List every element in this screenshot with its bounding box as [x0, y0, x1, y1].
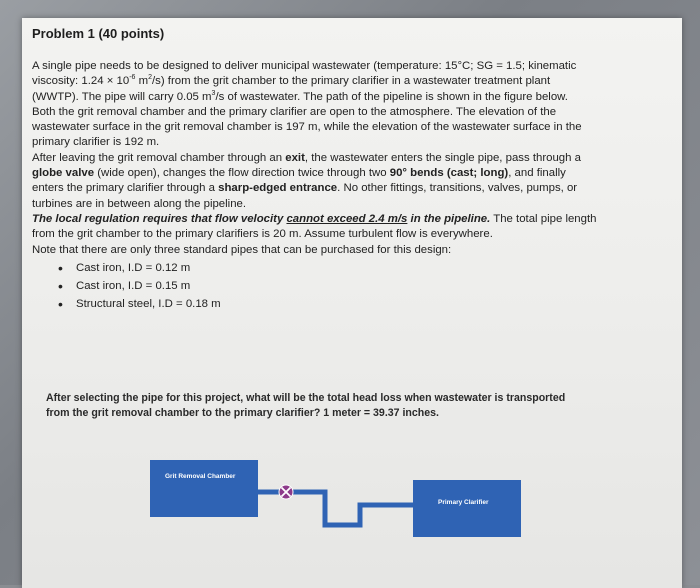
- paragraph-atmosphere: Both the grit removal chamber and the primary clarifier are open to the atmosphere. The elevation of the wastewater surface in the grit removal chamber is 197 m, while the elevation of the wastewater surface in the primary clarifier is 192 m.: [32, 105, 582, 149]
- list-item: • Cast iron, I.D = 0.12 m: [32, 259, 600, 277]
- list-item: • Structural steel, I.D = 0.18 m: [32, 295, 600, 313]
- primary-clarifier-tank: [413, 480, 521, 537]
- list-item: • Cast iron, I.D = 0.15 m: [32, 277, 600, 295]
- paragraph-intro: A single pipe needs to be designed to deliver municipal wastewater (temperature: 15°C; SG = 1.5; kinematic viscosity: $1.24 \times 10^{-6}$ $m^2/s$) from the grit chamber to the primary clarifier in a wastewater treatment plant (WWTP). The pipe will carry 0.05 $m^3/s$ of wastewater. The path of the pipeline is shown in the figure below.: [32, 60, 577, 103]
- problem-title: Problem 1 (40 points): [32, 26, 165, 41]
- primary-clarifier-label: Primary Clarifier: [438, 499, 489, 506]
- grit-chamber-tank: [150, 460, 258, 517]
- paragraph-fittings: After leaving the grit removal chamber through an exit, the wastewater enters the single pipe, pass through a globe valve (wide open), changes the flow direction twice through two 90° bends (cast; long), and finally enters the primary clarifier through a sharp-edged entrance. No other fittings, transitions, valves, pumps, or turbines are in between along the pipeline.: [32, 151, 581, 210]
- grit-chamber-label: Grit Removal Chamber: [165, 473, 236, 480]
- question-text: After selecting the pipe for this project, what will be the total head loss when wastewater is transported from the grit removal chamber to the primary clarifier? 1 meter = 39.37 inches.: [46, 392, 566, 419]
- paragraph-regulation: The local regulation requires that flow velocity cannot exceed 2.4 m/s in the pipeline. The total pipe length from the grit chamber to the primary clarifiers is 20 m. Assume turbulent flow is everywhere.: [32, 212, 597, 241]
- paragraph-note: Note that there are only three standard pipes that can be purchased for this design:: [32, 243, 452, 256]
